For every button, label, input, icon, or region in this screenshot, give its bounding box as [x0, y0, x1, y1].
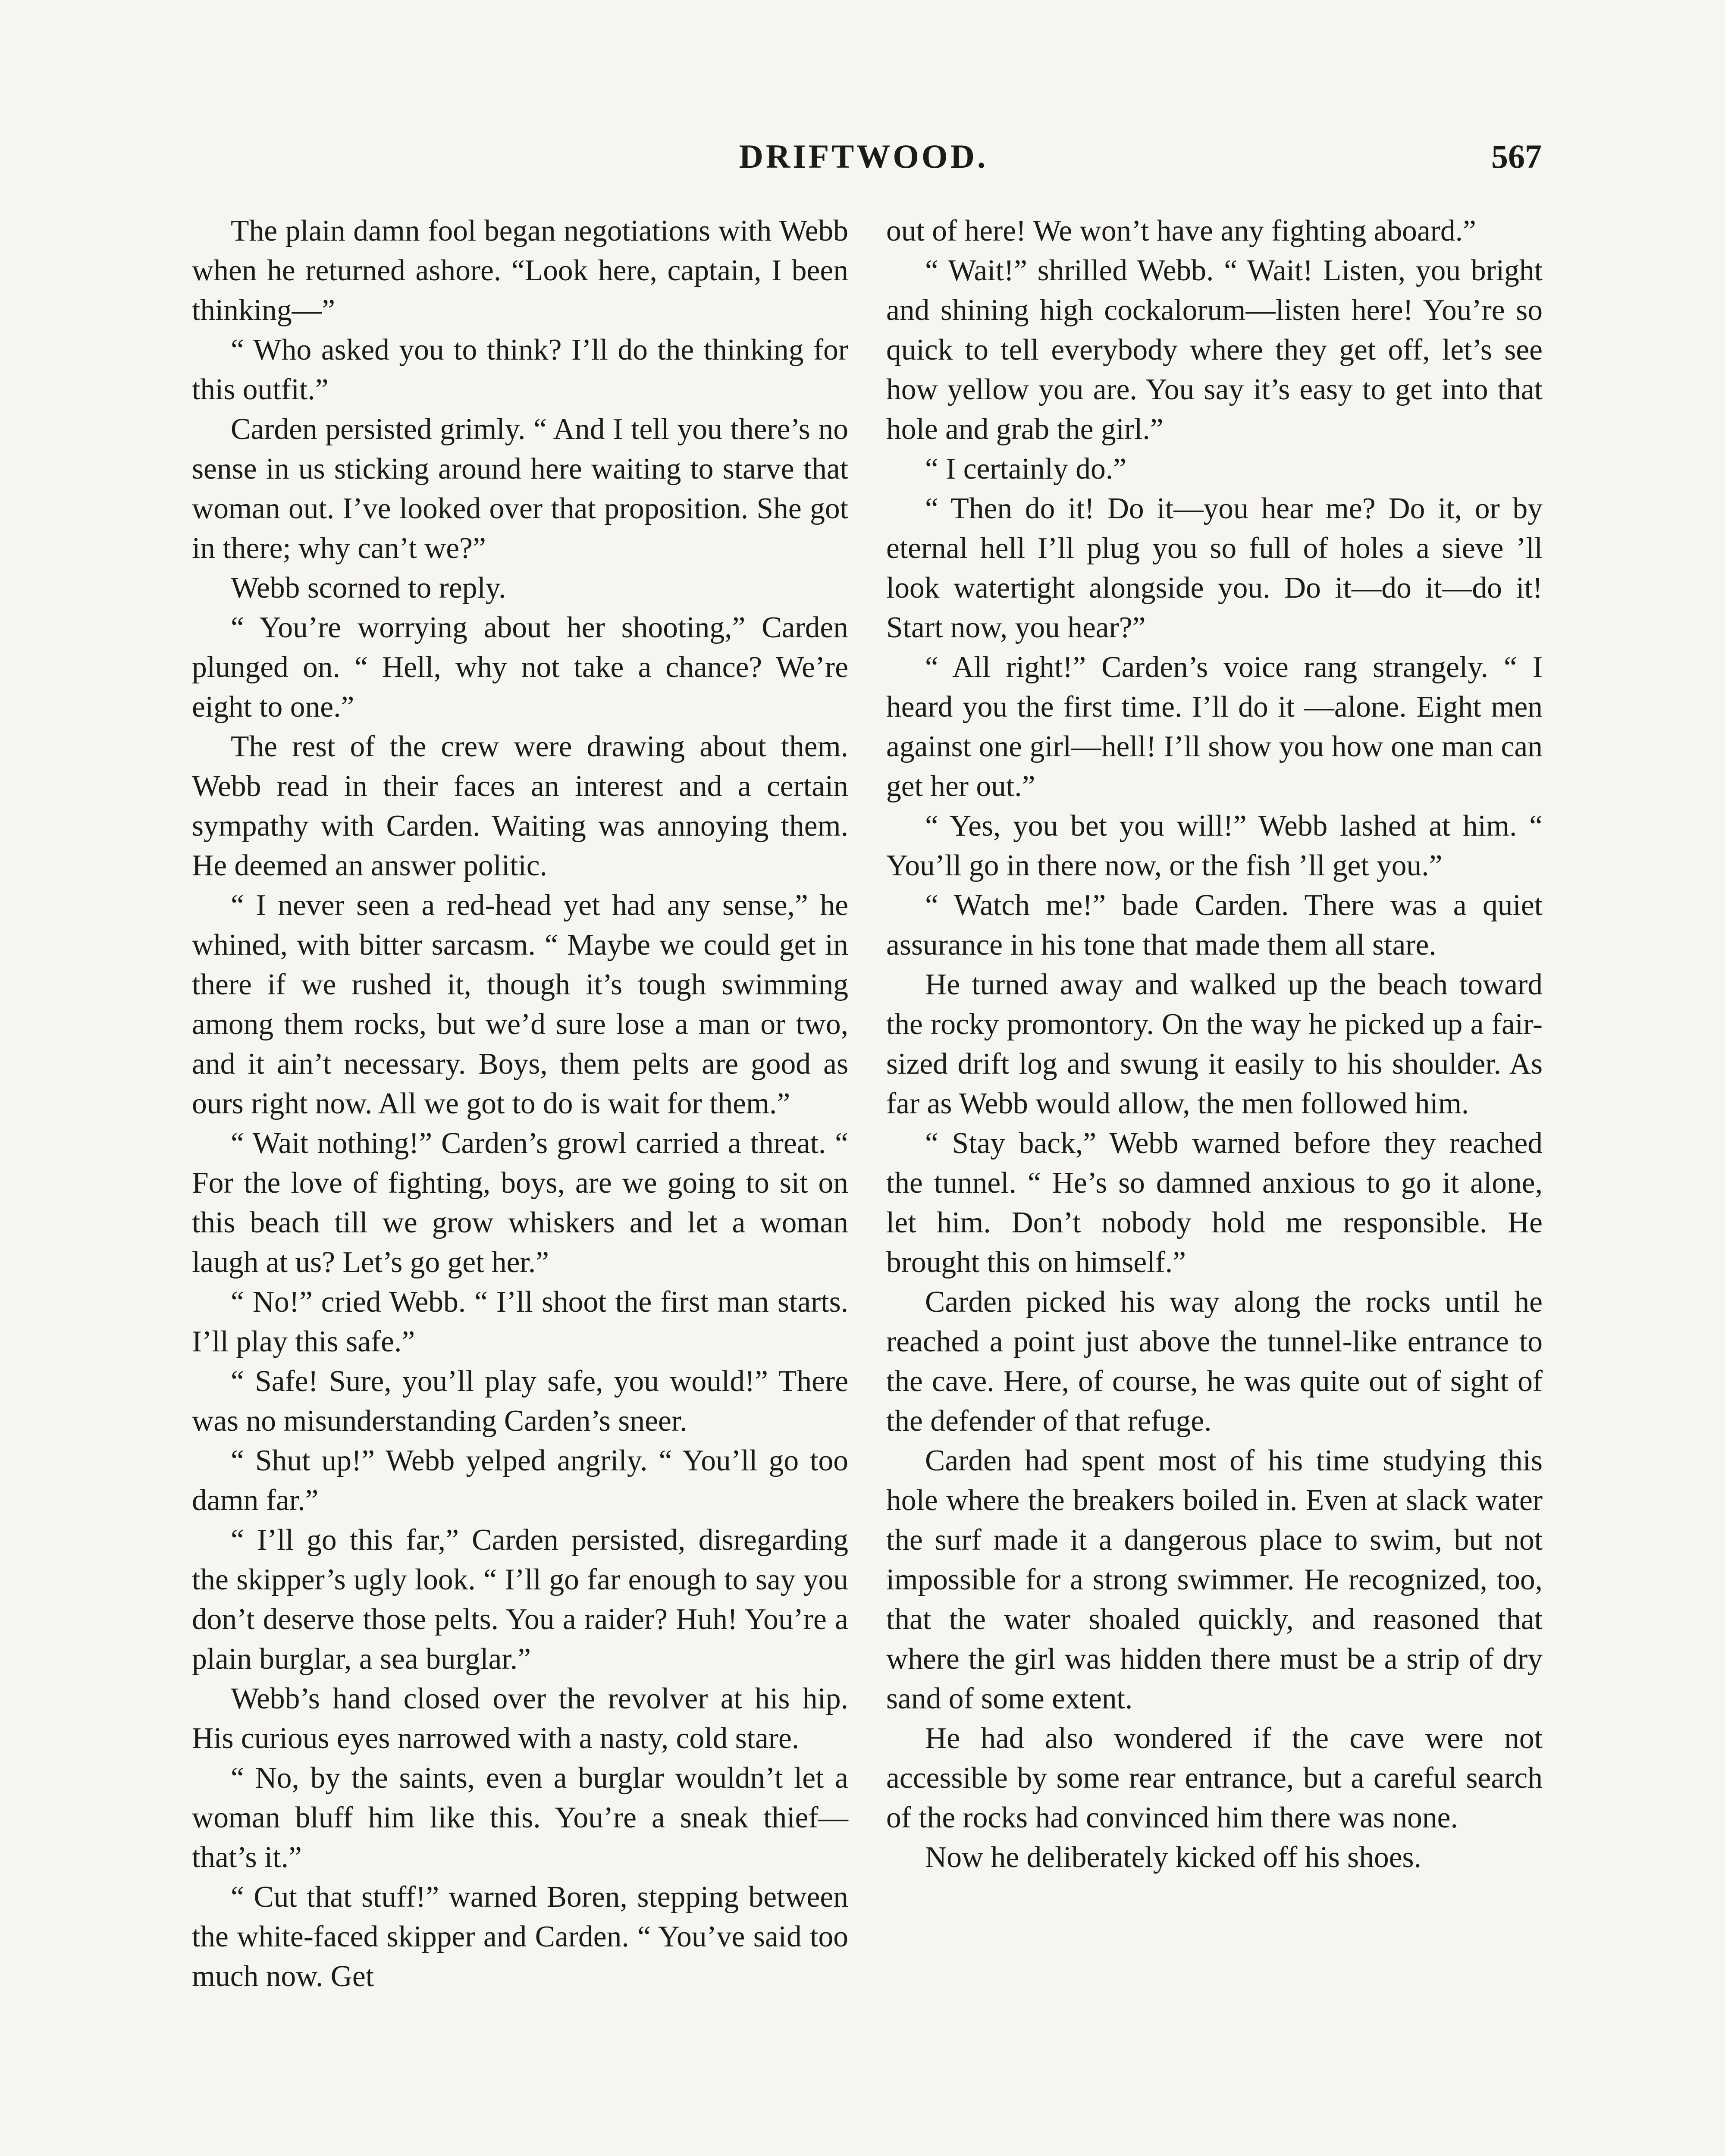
paragraph: “ Yes, you bet you will!” Webb lashed at him. “ You’ll go in there now, or the fish ’ll get you.”: [886, 809, 1543, 882]
paragraph: “ No, by the saints, even a burglar wouldn’t let a woman bluff him like this. You’re a sneak thief—that’s it.”: [192, 1761, 848, 1874]
paragraph: “ Then do it! Do it—you hear me? Do it, or by eternal hell I’ll plug you so full of holes a sieve ’ll look watertight alongside you. Do it—do it—do it! Start now, you hear?”: [886, 492, 1543, 644]
paragraph: “ Wait!” shrilled Webb. “ Wait! Listen, you bright and shining high cockalorum—listen here! You’re so quick to tell everybody where they get off, let’s see how yellow you are. You say it’s easy to get into that hole and grab the girl.”: [886, 254, 1543, 446]
paragraph: “ Wait nothing!” Carden’s growl carried a threat. “ For the love of fighting, boys, are we going to sit on this beach till we grow whiskers and let a woman laugh at us? Let’s go get her.”: [192, 1127, 848, 1279]
paragraph: Webb scorned to reply.: [231, 571, 506, 605]
paragraph: Now he deliberately kicked off his shoes.: [925, 1841, 1421, 1874]
paragraph: He had also wondered if the cave were not accessible by some rear entrance, but a careful search of the rocks had convinced him there was none.: [886, 1722, 1543, 1834]
paragraph: Carden persisted grimly. “ And I tell you there’s no sense in us sticking around here waiting to starve that woman out. I’ve looked over that proposition. She got in there; why can’t we?”: [192, 413, 848, 565]
left-text-column: [192, 211, 848, 1996]
paragraph: Carden picked his way along the rocks until he reached a point just above the tunnel-like entrance to the cave. Here, of course, he was quite out of sight of the defender of that refuge.: [886, 1285, 1543, 1438]
paragraph: The plain damn fool began negotiations with Webb when he returned ashore. “Look here, captain, I been thinking—”: [192, 214, 848, 327]
running-head: [185, 137, 1542, 185]
page-number: 567: [1491, 138, 1542, 175]
paragraph: “ Who asked you to think? I’ll do the thinking for this outfit.”: [192, 333, 848, 406]
paragraph: Webb’s hand closed over the revolver at his hip. His curious eyes narrowed with a nasty, cold stare.: [192, 1682, 848, 1755]
paragraph: “ Shut up!” Webb yelped angrily. “ You’ll go too damn far.”: [192, 1444, 848, 1517]
paragraph: Carden had spent most of his time studying this hole where the breakers boiled in. Even at slack water the surf made it a dangerous place to swim, but not impossible for a strong swimmer. He recognized, too, that the water shoaled quickly, and reasoned that where the girl was hidden there must be a strip of dry sand of some extent.: [886, 1444, 1543, 1715]
paragraph: “ All right!” Carden’s voice rang strangely. “ I heard you the first time. I’ll do it —alone. Eight men against one girl—hell! I’ll show you how one man can get her out.”: [886, 651, 1543, 803]
paragraph: “ No!” cried Webb. “ I’ll shoot the first man starts. I’ll play this safe.”: [192, 1285, 848, 1358]
paragraph: “ Safe! Sure, you’ll play safe, you would!” There was no misunderstanding Carden’s sneer.: [192, 1365, 848, 1438]
paragraph: “ You’re worrying about her shooting,” Carden plunged on. “ Hell, why not take a chance? We’re eight to one.”: [192, 611, 848, 724]
paragraph: The rest of the crew were drawing about them. Webb read in their faces an interest and a certain sympathy with Carden. Waiting was annoying them. He deemed an answer politic.: [192, 730, 848, 882]
paragraph: “ I certainly do.”: [925, 452, 1126, 486]
paragraph: “ Stay back,” Webb warned before they reached the tunnel. “ He’s so damned anxious to go it alone, let him. Don’t nobody hold me responsible. He brought this on himself.”: [886, 1127, 1543, 1279]
paragraph-continued: out of here! We won’t have any fighting aboard.”: [886, 214, 1476, 248]
paragraph: “ Watch me!” bade Carden. There was a quiet assurance in his tone that made them all stare.: [886, 889, 1543, 962]
paragraph: He turned away and walked up the beach toward the rocky promontory. On the way he picked up a fair-sized drift log and swung it easily to his shoulder. As far as Webb would allow, the men followed him.: [886, 968, 1543, 1120]
right-text-column: [886, 211, 1543, 1877]
paragraph: “ I’ll go this far,” Carden persisted, disregarding the skipper’s ugly look. “ I’ll go far enough to say you don’t deserve those pelts. You a raider? Huh! You’re a plain burglar, a sea burglar.”: [192, 1523, 848, 1676]
paragraph: “ Cut that stuff!” warned Boren, stepping between the white-faced skipper and Carden. “ You’ve said too much now. Get: [192, 1880, 848, 1993]
paragraph: “ I never seen a red-head yet had any sense,” he whined, with bitter sarcasm. “ Maybe we could get in there if we rushed it, though it’s tough swimming among them rocks, but we’d sure lose a man or two, and it ain’t necessary. Boys, them pelts are good as ours right now. All we got to do is wait for them.”: [192, 889, 848, 1120]
running-title: DRIFTWOOD.: [739, 138, 988, 175]
